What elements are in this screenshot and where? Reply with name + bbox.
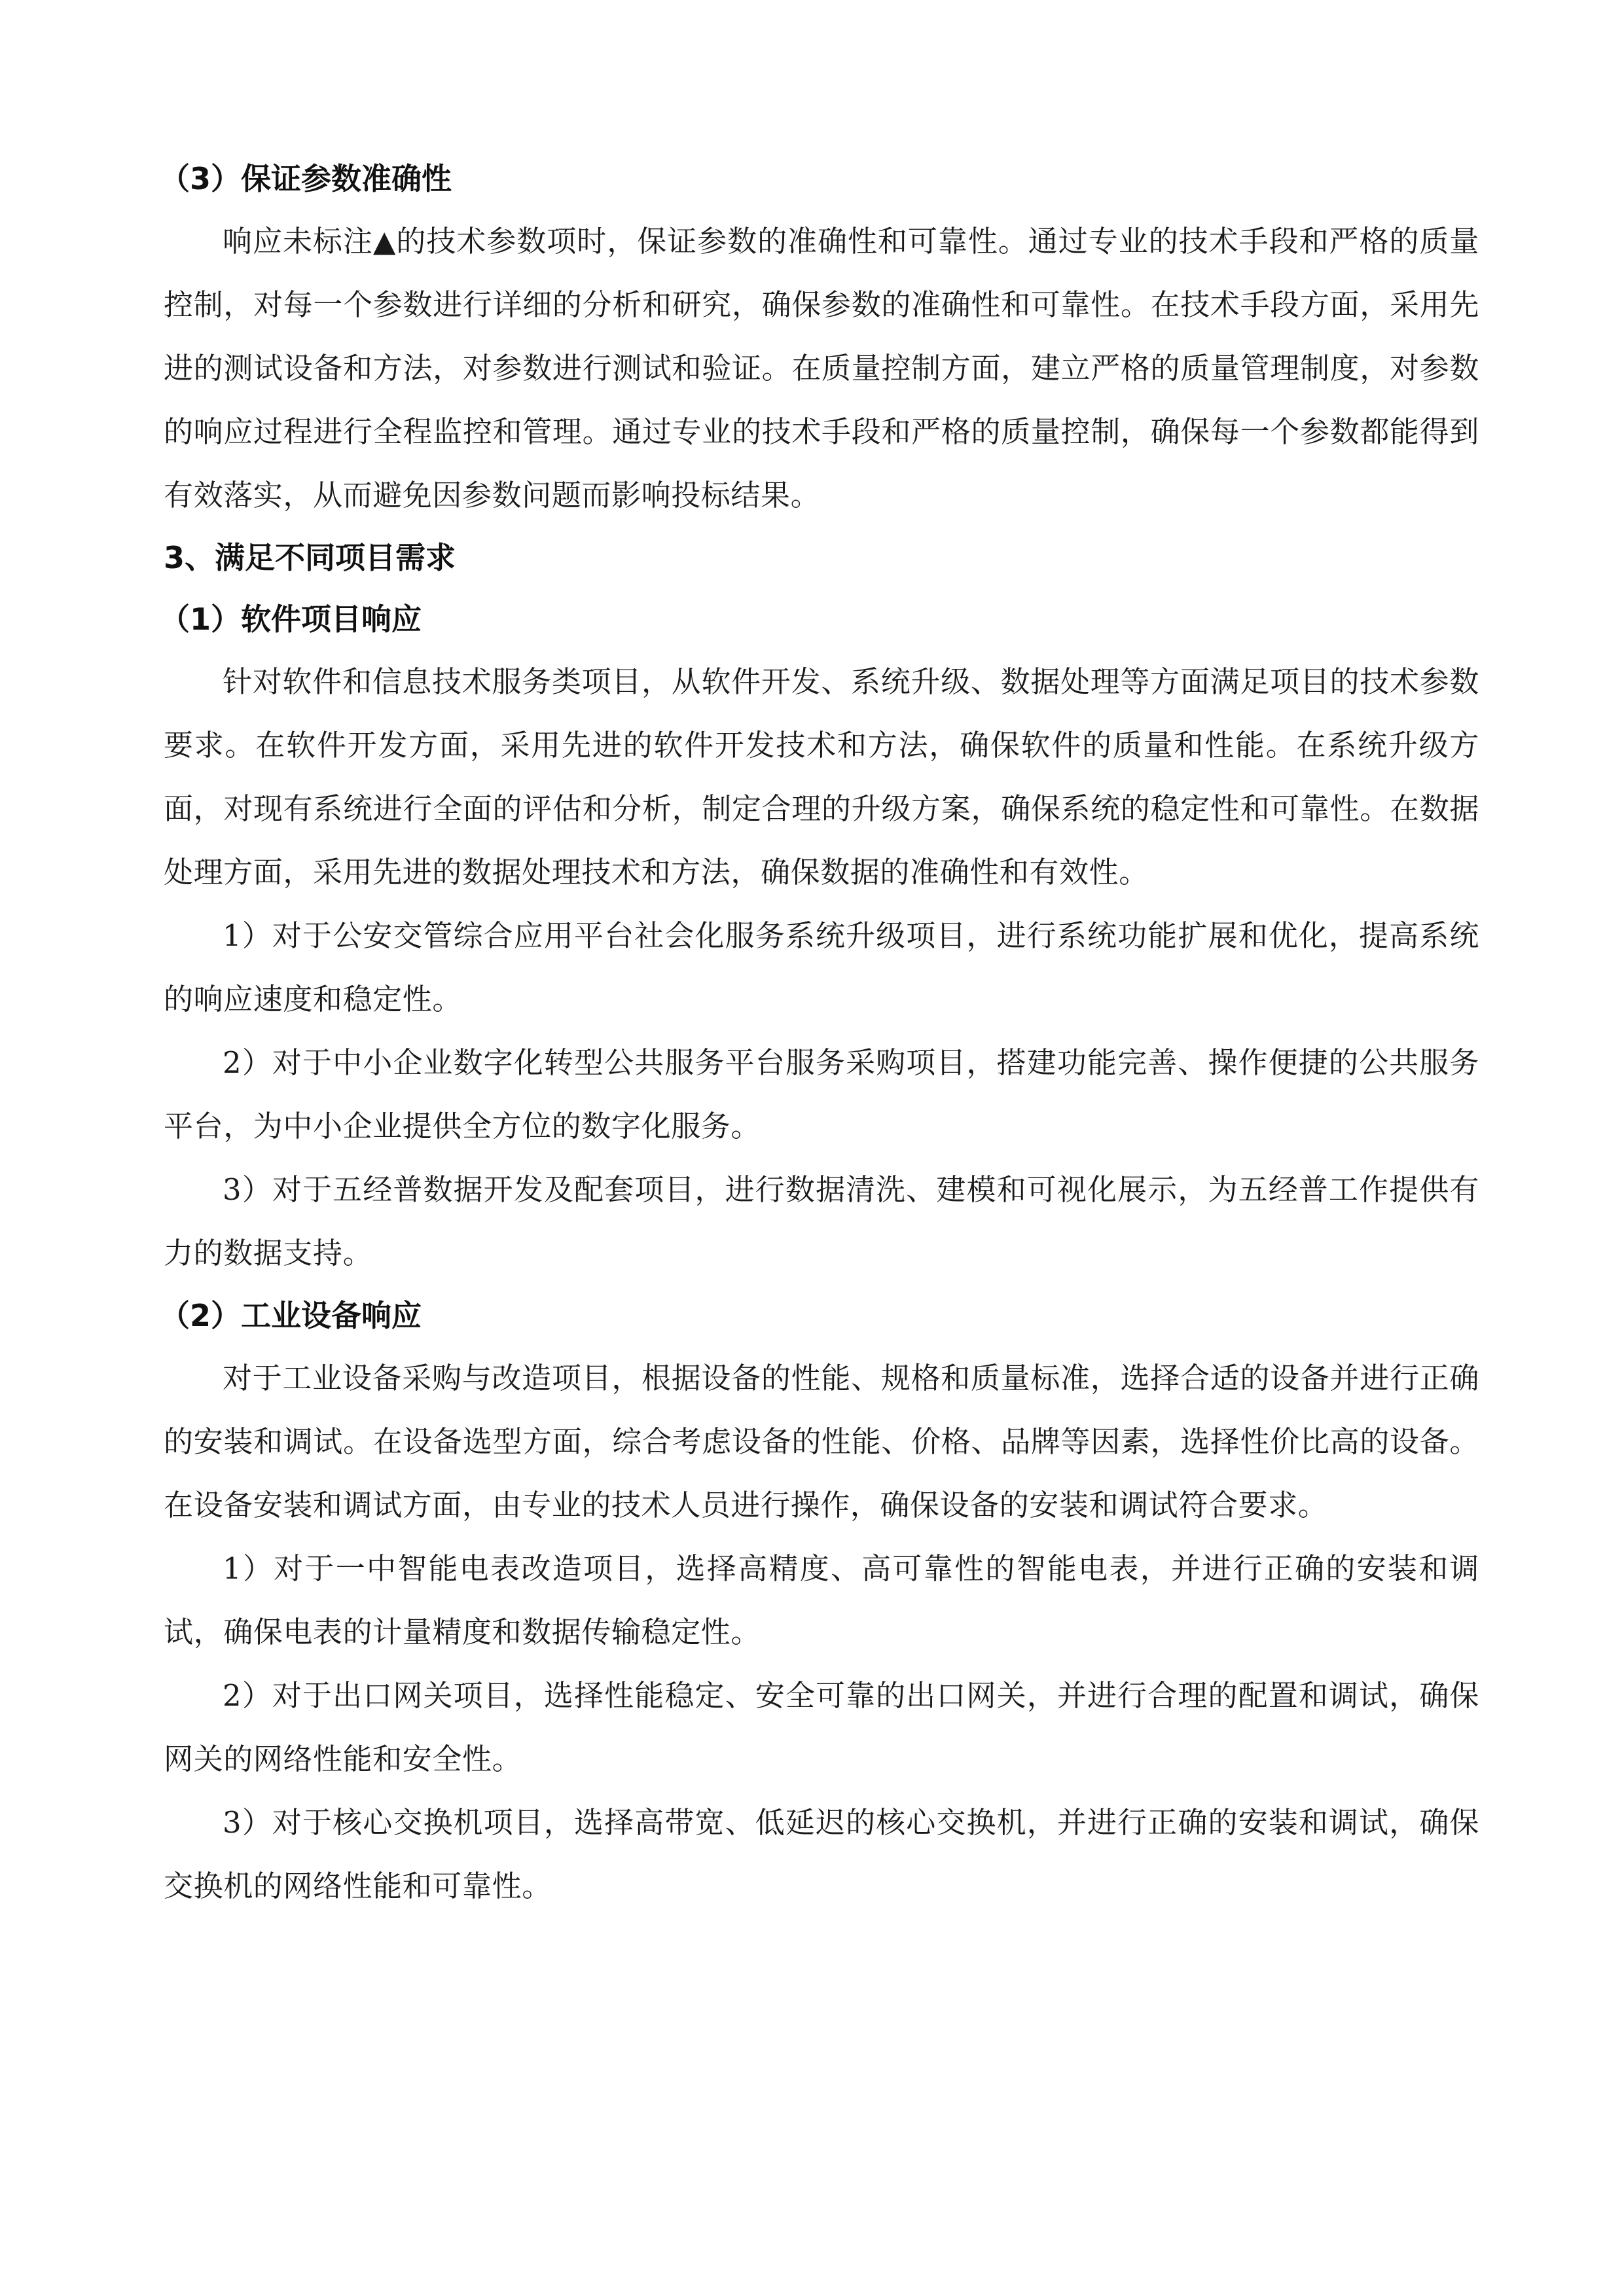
list-item: 2）对于出口网关项目，选择性能稳定、安全可靠的出口网关，并进行合理的配置和调试，确保网关的网络性能和安全性。	[164, 1678, 1479, 1776]
paragraph: 针对软件和信息技术服务类项目，从软件开发、系统升级、数据处理等方面满足项目的技术参数要求。在软件开发方面，采用先进的软件开发技术和方法，确保软件的质量和性能。在系统升级方面，对现有系统进行全面的评估和分析，制定合理的升级方案，确保系统的稳定性和可靠性。在数据处理方面，采用先进的数据处理技术和方法，确保数据的准确性和有效性。	[164, 664, 1479, 889]
section-heading-industrial-equipment-response: （2）工业设备响应	[160, 1298, 422, 1333]
page-content	[160, 148, 1479, 1918]
list-item: 1）对于一中智能电表改造项目，选择高精度、高可靠性的智能电表，并进行正确的安装和调试，确保电表的计量精度和数据传输稳定性。	[164, 1551, 1479, 1649]
section-heading-meet-project-needs: 3、满足不同项目需求	[164, 540, 456, 575]
list-item: 3）对于核心交换机项目，选择高带宽、低延迟的核心交换机，并进行正确的安装和调试，确保交换机的网络性能和可靠性。	[164, 1805, 1479, 1903]
paragraph: 响应未标注▲的技术参数项时，保证参数的准确性和可靠性。通过专业的技术手段和严格的质量控制，对每一个参数进行详细的分析和研究，确保参数的准确性和可靠性。在技术手段方面，采用先进的测试设备和方法，对参数进行测试和验证。在质量控制方面，建立严格的质量管理制度，对参数的响应过程进行全程监控和管理。通过专业的技术手段和严格的质量控制，确保每一个参数都能得到有效落实，从而避免因参数问题而影响投标结果。	[164, 224, 1479, 512]
list-item: 3）对于五经普数据开发及配套项目，进行数据清洗、建模和可视化展示，为五经普工作提供有力的数据支持。	[164, 1172, 1479, 1270]
list-item: 1）对于公安交管综合应用平台社会化服务系统升级项目，进行系统功能扩展和优化，提高系统的响应速度和稳定性。	[164, 918, 1479, 1016]
paragraph: 对于工业设备采购与改造项目，根据设备的性能、规格和质量标准，选择合适的设备并进行正确的安装和调试。在设备选型方面，综合考虑设备的性能、价格、品牌等因素，选择性价比高的设备。在设备安装和调试方面，由专业的技术人员进行操作，确保设备的安装和调试符合要求。	[164, 1361, 1479, 1522]
list-item: 2）对于中小企业数字化转型公共服务平台服务采购项目，搭建功能完善、操作便捷的公共服务平台，为中小企业提供全方位的数字化服务。	[164, 1045, 1479, 1143]
section-heading-ensure-parameter-accuracy: （3）保证参数准确性	[160, 161, 452, 196]
section-heading-software-response: （1）软件项目响应	[160, 601, 422, 637]
